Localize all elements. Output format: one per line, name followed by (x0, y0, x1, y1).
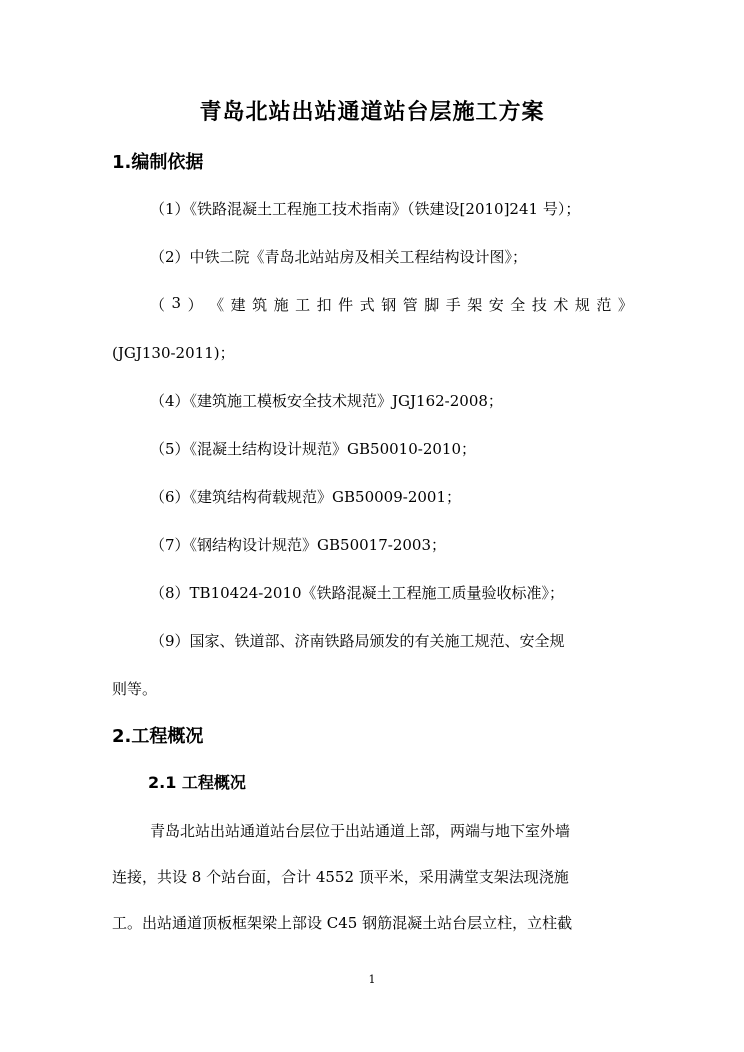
reference-item-3-char: 扣 (316, 296, 332, 314)
reference-item-7: （7）《钢结构设计规范》GB50017-2003； (150, 536, 447, 554)
reference-item-5: （5）《混凝土结构设计规范》GB50010-2010； (150, 440, 477, 458)
section-2-heading: 2.工程概况 (112, 726, 204, 747)
page-number: 1 (368, 973, 376, 986)
reference-item-3-char: 术 (553, 296, 569, 314)
paragraph-line-2: 连接，共设 8 个站台面，合计 4552 顶平米，采用满堂支架法现浇施 (112, 868, 569, 886)
reference-item-3-continued: (JGJ130-2011)； (112, 344, 235, 362)
reference-item-3-char: 》 (617, 296, 633, 314)
reference-item-3-char: ） (187, 296, 203, 314)
reference-item-1: （1）《铁路混凝土工程施工技术指南》（铁建设[2010]241 号）； (150, 200, 581, 218)
reference-item-8: （8）TB10424-2010《铁路混凝土工程施工质量验收标准》； (150, 584, 565, 602)
paragraph-line-3: 工。出站通道顶板框架梁上部设 C45 钢筋混凝土站台层立柱，立柱截 (112, 914, 573, 932)
reference-item-3-char: 《 (209, 296, 225, 314)
reference-item-2: （2）中铁二院《青岛北站站房及相关工程结构设计图》； (150, 248, 528, 266)
reference-item-9: （9）国家、铁道部、济南铁路局颁发的有关施工规范、安全规 (150, 632, 565, 650)
reference-item-3-char: 式 (359, 296, 375, 314)
reference-item-3-char: 安 (488, 296, 504, 314)
reference-item-3-char: 件 (338, 296, 354, 314)
reference-item-3-char: 技 (531, 296, 547, 314)
reference-item-3-char: 范 (596, 296, 612, 314)
paragraph-line-1: 青岛北站出站通道站台层位于出站通道上部，两端与地下室外墙 (150, 822, 571, 840)
reference-item-3-char: 建 (230, 296, 246, 314)
reference-item-3-char: 脚 (424, 296, 440, 314)
reference-item-3 (150, 294, 633, 315)
reference-item-3-char: 施 (273, 296, 289, 314)
section-2-1-heading: 2.1 工程概况 (148, 773, 246, 792)
document-title: 青岛北站出站通道站台层施工方案 (199, 100, 545, 125)
reference-item-3-char: 钢 (381, 296, 397, 314)
reference-item-3-char: （ (150, 296, 166, 314)
reference-item-3-char: 架 (467, 296, 483, 314)
reference-item-3-char: 管 (402, 296, 418, 314)
reference-item-3-char: 全 (510, 296, 526, 314)
reference-item-6: （6）《建筑结构荷载规范》GB50009-2001； (150, 488, 462, 506)
reference-item-4: （4）《建筑施工模板安全技术规范》JGJ162-2008； (150, 392, 503, 410)
reference-item-3-char: 规 (574, 296, 590, 314)
reference-item-3-char: 工 (295, 296, 311, 314)
reference-item-3-char: 手 (445, 296, 461, 314)
section-1-heading: 1.编制依据 (112, 152, 204, 173)
reference-item-9-continued: 则等。 (112, 680, 158, 698)
reference-item-3-char: 3 (171, 294, 182, 312)
reference-item-3-char: 筑 (252, 296, 268, 314)
